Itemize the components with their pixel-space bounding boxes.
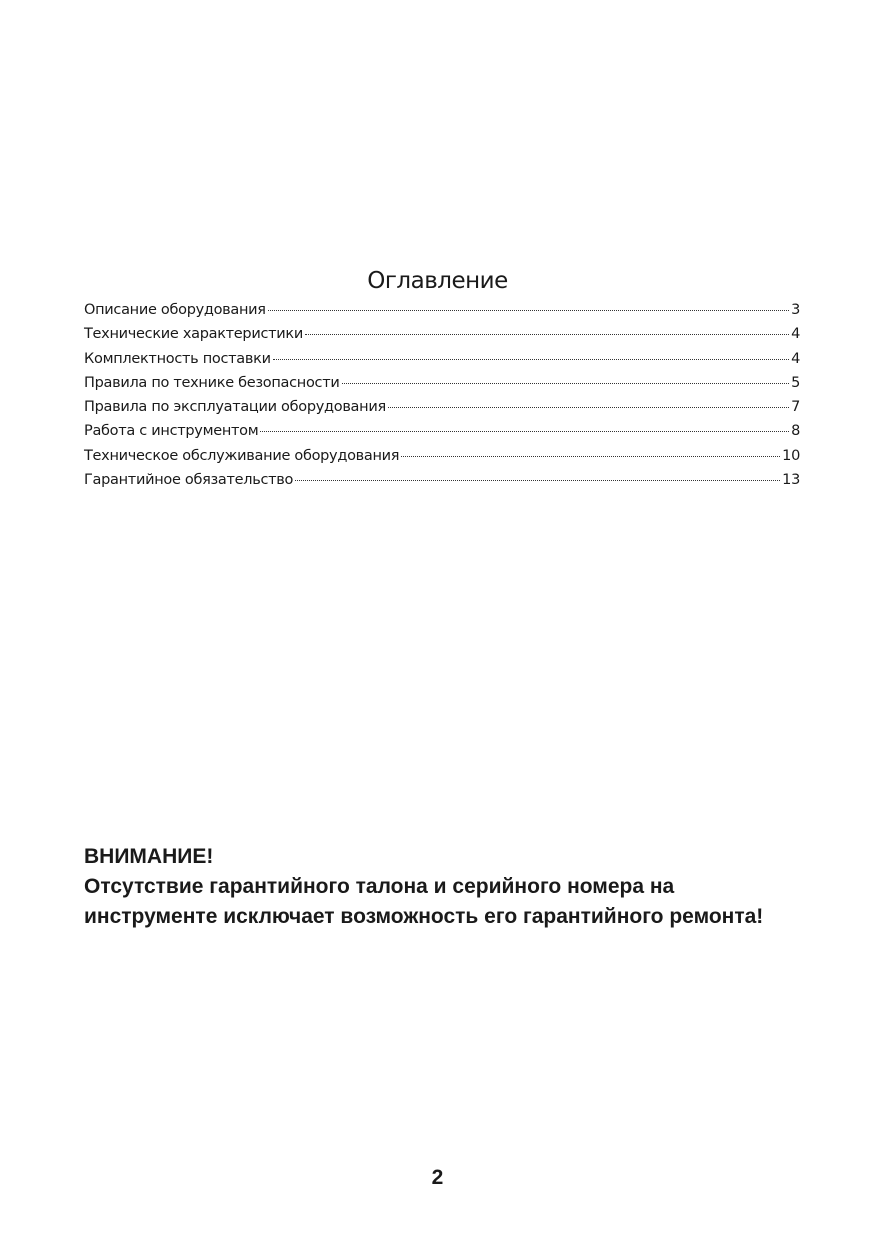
- notice-heading: ВНИМАНИЕ!: [84, 845, 214, 868]
- toc-item: [84, 375, 800, 399]
- toc-item-label: Работа с инструментом: [84, 423, 259, 440]
- toc-item: [84, 399, 800, 423]
- warranty-notice: [84, 842, 804, 932]
- toc-leader-dots: [268, 310, 789, 311]
- toc-item: [84, 351, 800, 375]
- toc-item-label: Комплектность поставки: [84, 350, 271, 367]
- toc-item: [84, 448, 800, 472]
- toc-leader-dots: [260, 431, 789, 432]
- toc-title: Оглавление: [367, 268, 508, 294]
- toc-leader-dots: [388, 407, 789, 408]
- toc-leader-dots: [273, 359, 789, 360]
- toc-item-label: Правила по эксплуатации оборудования: [84, 399, 386, 416]
- toc-item: [84, 423, 800, 447]
- toc-item-page: 7: [791, 399, 800, 416]
- toc-item: [84, 302, 800, 326]
- notice-text: Отсутствие гарантийного талона и серийного номера на инструменте исключает возможность его гарантийного ремонта!: [84, 875, 764, 928]
- toc-leader-dots: [342, 383, 790, 384]
- toc-item-page: 13: [782, 472, 800, 489]
- toc-item-page: 3: [791, 302, 800, 318]
- toc-item-label: Правила по технике безопасности: [84, 374, 340, 391]
- toc-item-page: 5: [791, 374, 800, 391]
- toc-item-label: Техническое обслуживание оборудования: [84, 447, 400, 464]
- toc-item-page: 4: [791, 326, 800, 343]
- toc-item-page: 10: [782, 447, 800, 464]
- toc-item-label: Технические характеристики: [84, 326, 303, 343]
- toc-leader-dots: [305, 334, 789, 335]
- table-of-contents: [84, 302, 800, 496]
- toc-item-page: 8: [791, 423, 800, 440]
- toc-item: [84, 326, 800, 350]
- toc-leader-dots: [295, 480, 780, 481]
- toc-item: [84, 472, 800, 496]
- toc-leader-dots: [401, 456, 780, 457]
- toc-item-label: Описание оборудования: [84, 302, 266, 318]
- toc-item-page: 4: [791, 350, 800, 367]
- page-number: 2: [431, 1166, 444, 1189]
- toc-item-label: Гарантийное обязательство: [84, 472, 294, 489]
